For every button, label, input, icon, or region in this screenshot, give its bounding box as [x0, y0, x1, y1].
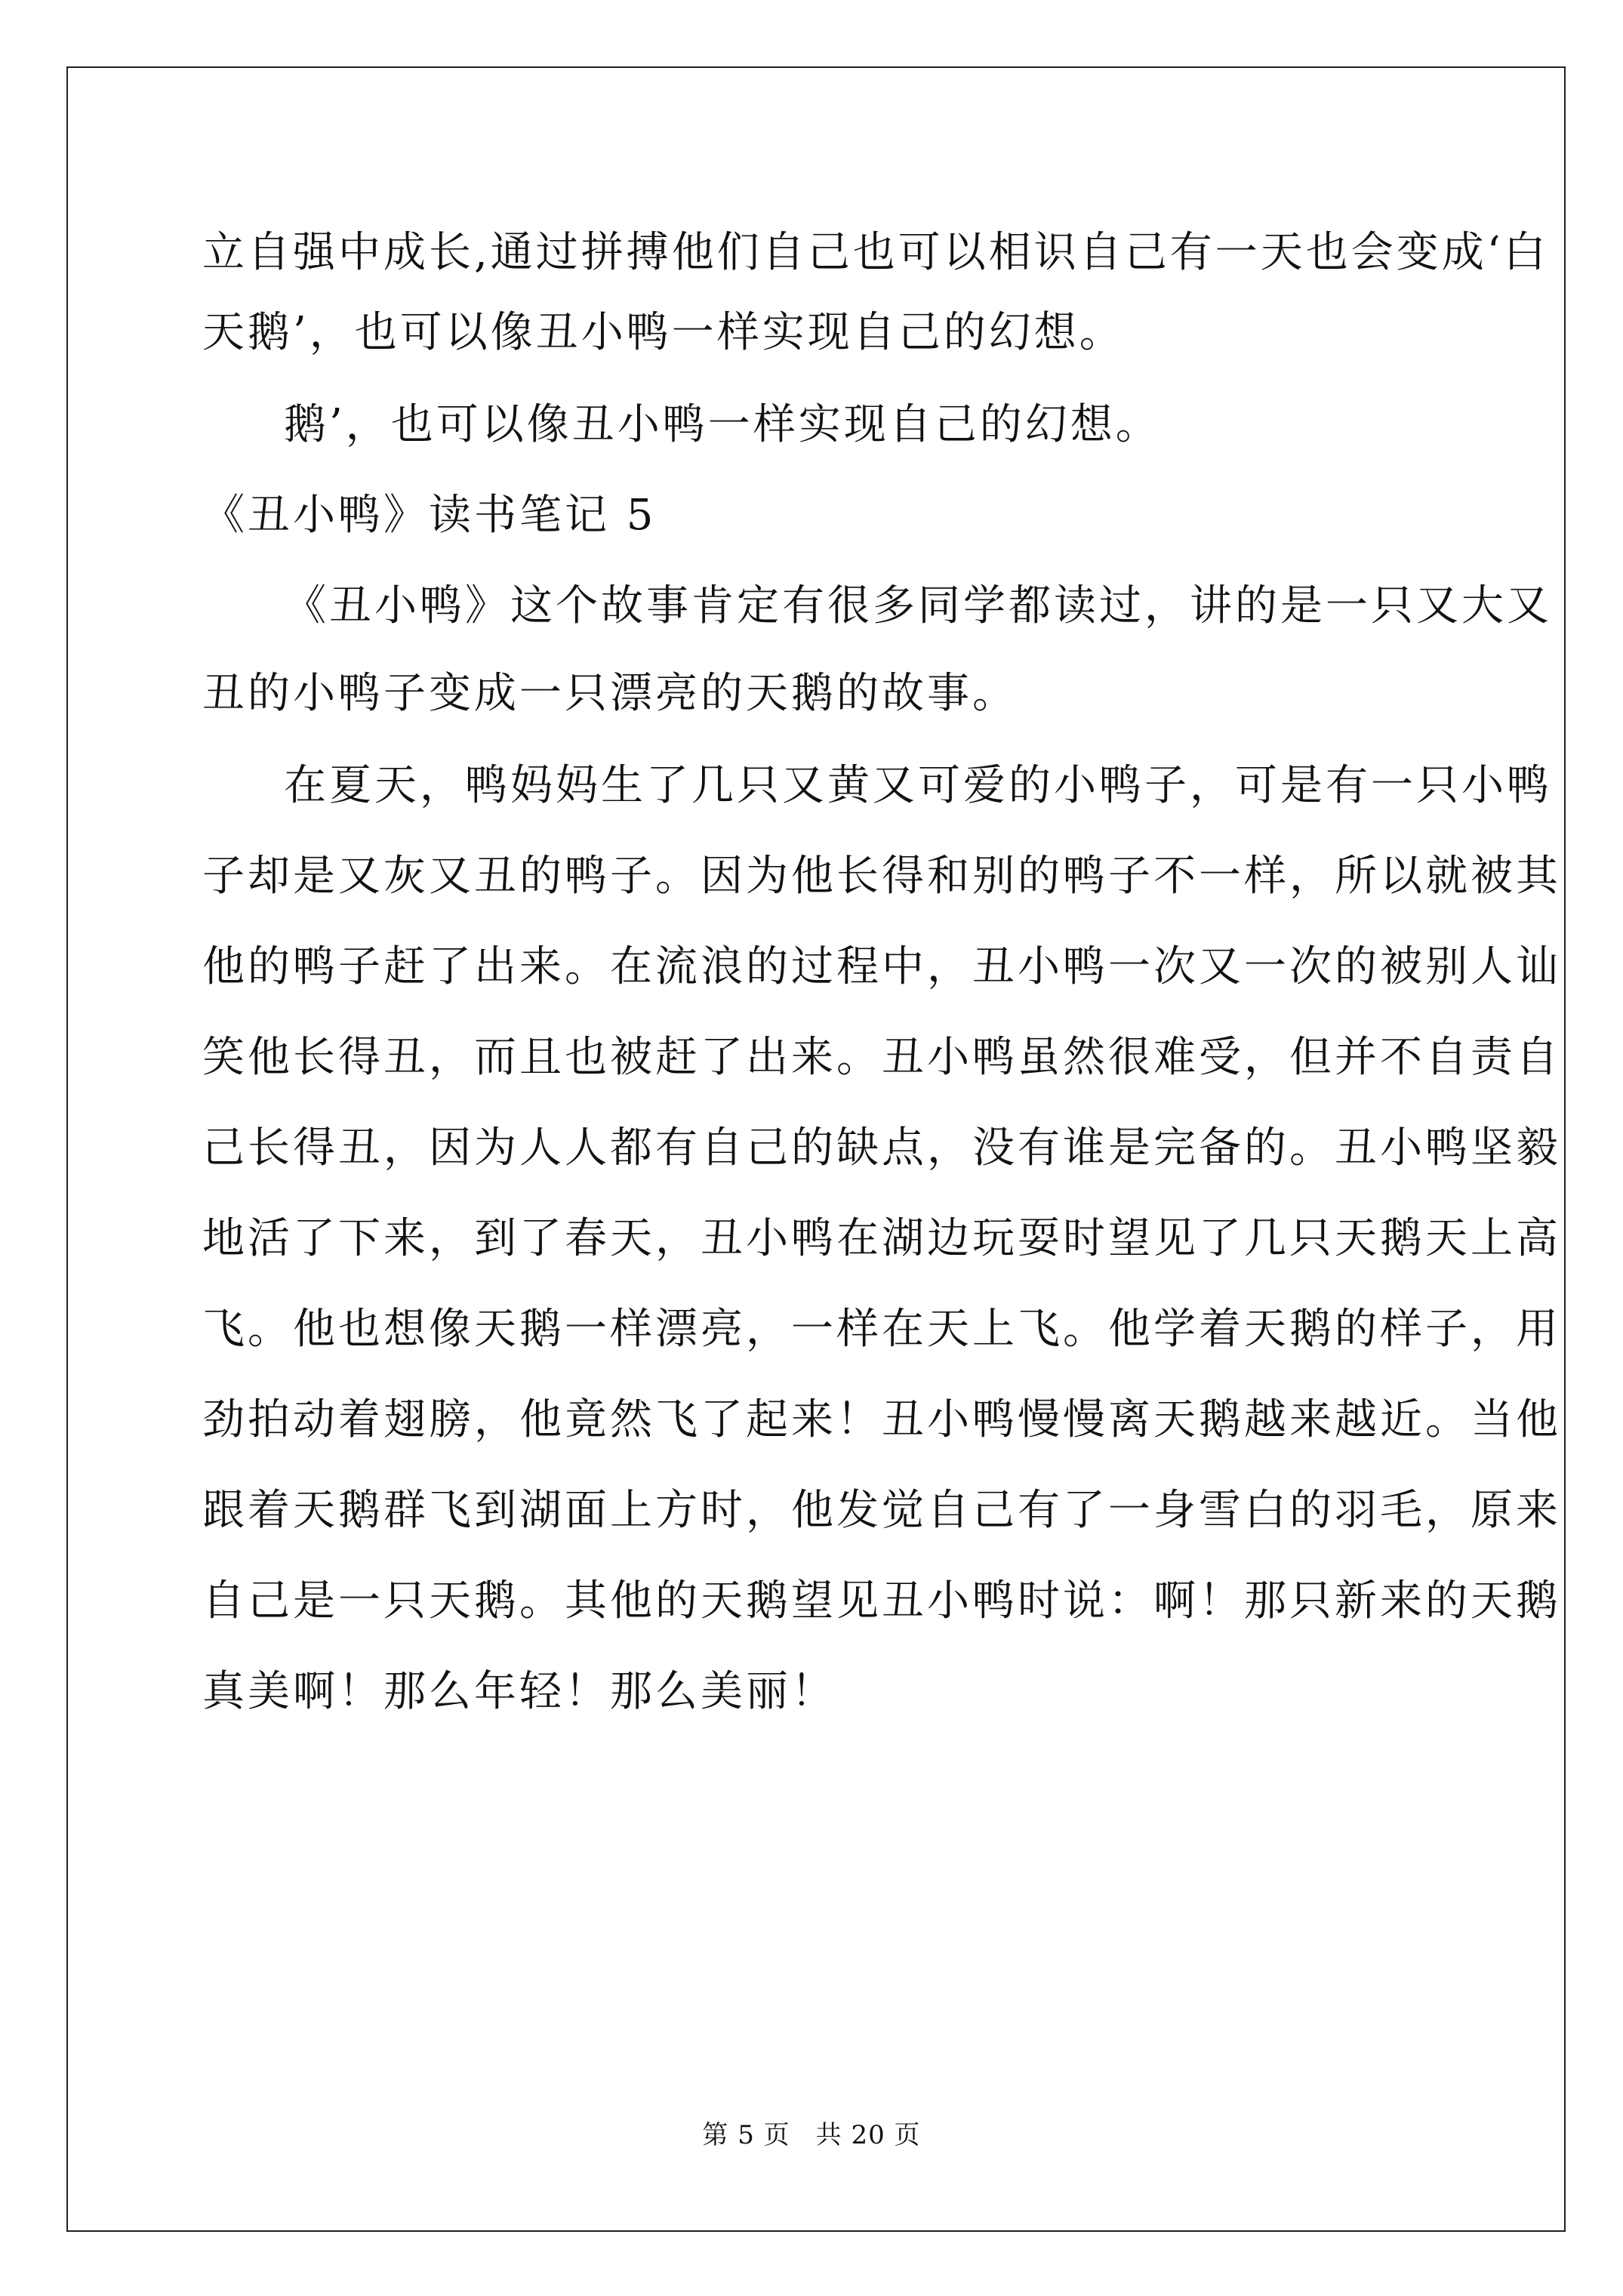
- paragraph-line: 真美啊！那么年轻！那么美丽！: [202, 1667, 836, 1716]
- paragraph-line: 天鹅’，也可以像丑小鸭一样实现自己的幻想。: [202, 308, 1125, 357]
- page-footer: [0, 2119, 1623, 2152]
- page-total: 共 20 页: [815, 2120, 921, 2150]
- paragraph-line: 劲拍动着翅膀，他竟然飞了起来！丑小鸭慢慢离天鹅越来越近。当他: [202, 1395, 1561, 1444]
- paragraph-line: 立自强中成长,通过拼搏他们自己也可以相识自己有一天也会变成‘白: [202, 228, 1549, 277]
- paragraph-line: 他的鸭子赶了出来。在流浪的过程中，丑小鸭一次又一次的被别人讪: [202, 942, 1561, 991]
- paragraph-line: 丑的小鸭子变成一只漂亮的天鹅的故事。: [202, 669, 1018, 718]
- paragraph-line: 笑他长得丑，而且也被赶了出来。丑小鸭虽然很难受，但并不自责自: [202, 1033, 1561, 1082]
- paragraph-line: 子却是又灰又丑的鸭子。因为他长得和别的鸭子不一样，所以就被其: [202, 852, 1561, 901]
- paragraph-line: 跟着天鹅群飞到湖面上方时，他发觉自己有了一身雪白的羽毛，原来: [202, 1486, 1561, 1535]
- paragraph-line: 《丑小鸭》这个故事肯定有很多同学都读过，讲的是一只又大又: [284, 581, 1552, 630]
- paragraph-line: 地活了下来，到了春天，丑小鸭在湖边玩耍时望见了几只天鹅天上高: [202, 1214, 1561, 1263]
- page-number: 第 5 页: [702, 2120, 790, 2150]
- paragraph-line: 己长得丑，因为人人都有自己的缺点，没有谁是完备的。丑小鸭坚毅: [202, 1123, 1561, 1173]
- paragraph-line: 飞。他也想像天鹅一样漂亮，一样在天上飞。他学着天鹅的样子，用: [202, 1305, 1561, 1354]
- paragraph-line: 在夏天，鸭妈妈生了几只又黄又可爱的小鸭子，可是有一只小鸭: [284, 761, 1552, 810]
- section-heading: 《丑小鸭》读书笔记 5: [202, 491, 657, 540]
- paragraph-line: 鹅’，也可以像丑小鸭一样实现自己的幻想。: [284, 400, 1161, 449]
- paragraph-line: 自己是一只天鹅。其他的天鹅望见丑小鸭时说：啊！那只新来的天鹅: [202, 1576, 1561, 1626]
